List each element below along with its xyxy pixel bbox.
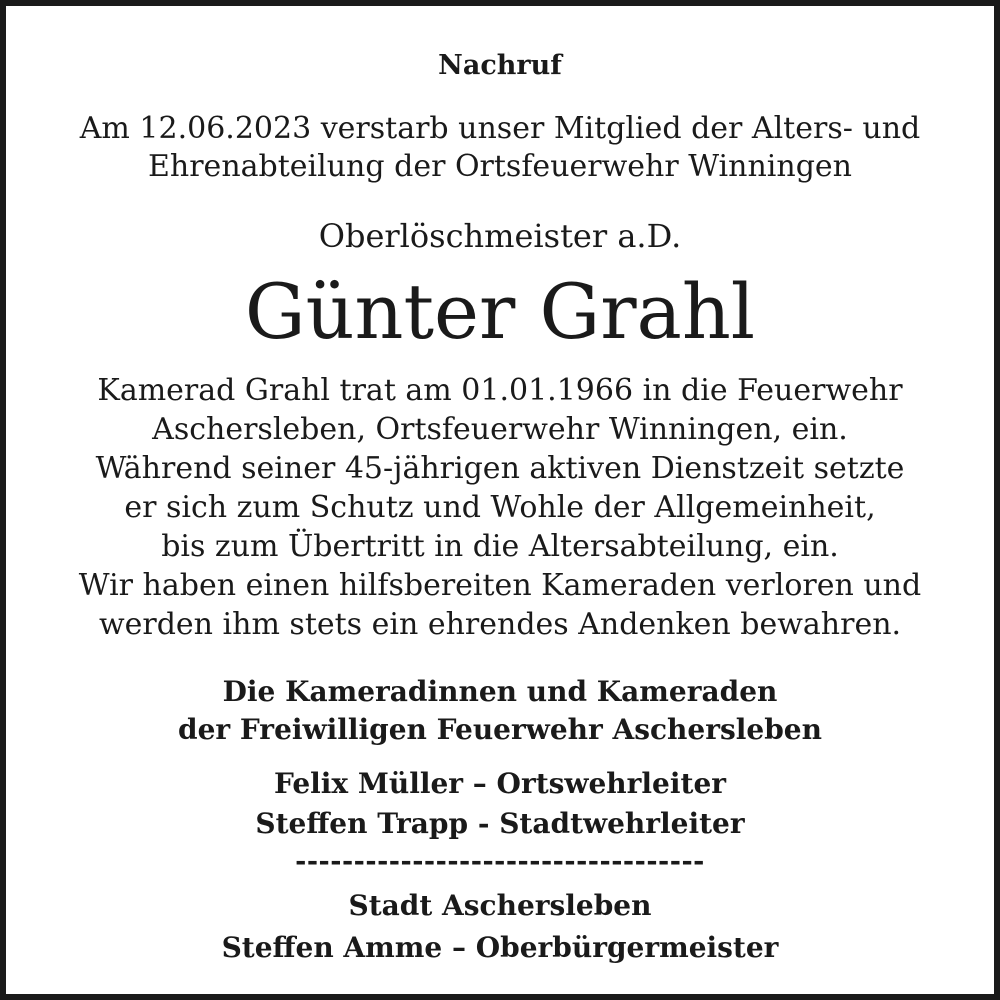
intro-line-1: Am 12.06.2023 verstarb unser Mitglied der Alters- und: [79, 111, 921, 146]
dashed-separator: -----------------------------------: [295, 846, 705, 877]
city-line-2: Steffen Amme – Oberbürgermeister: [221, 931, 779, 964]
signature-group-line-1: Die Kameradinnen und Kameraden: [222, 675, 778, 708]
signatory-1: Felix Müller – Ortswehrleiter: [273, 767, 727, 800]
body-line-7: werden ihm stets ein ehrendes Andenken bewahren.: [98, 607, 902, 642]
body-line-2: Aschersleben, Ortsfeuerwehr Winningen, ein.: [152, 412, 848, 447]
body-line-1: Kamerad Grahl trat am 01.01.1966 in die Feuerwehr: [97, 373, 903, 408]
signature-group-line-2: der Freiwilligen Feuerwehr Aschersleben: [178, 713, 822, 746]
heading: Nachruf: [438, 50, 562, 81]
body-line-4: er sich zum Schutz und Wohle der Allgemeinheit,: [124, 490, 876, 525]
signatory-2: Steffen Trapp - Stadtwehrleiter: [255, 807, 745, 840]
body-line-3: Während seiner 45-jährigen aktiven Dienstzeit setzte: [95, 451, 905, 486]
body-line-5: bis zum Übertritt in die Altersabteilung, ein.: [161, 529, 839, 564]
intro-line-2: Ehrenabteilung der Ortsfeuerwehr Winningen: [148, 149, 852, 184]
deceased-name: Günter Grahl: [244, 267, 756, 356]
city-line-1: Stadt Aschersleben: [348, 889, 652, 922]
body-line-6: Wir haben einen hilfsbereiten Kameraden verloren und: [78, 568, 922, 603]
rank-title: Oberlöschmeister a.D.: [318, 217, 682, 255]
